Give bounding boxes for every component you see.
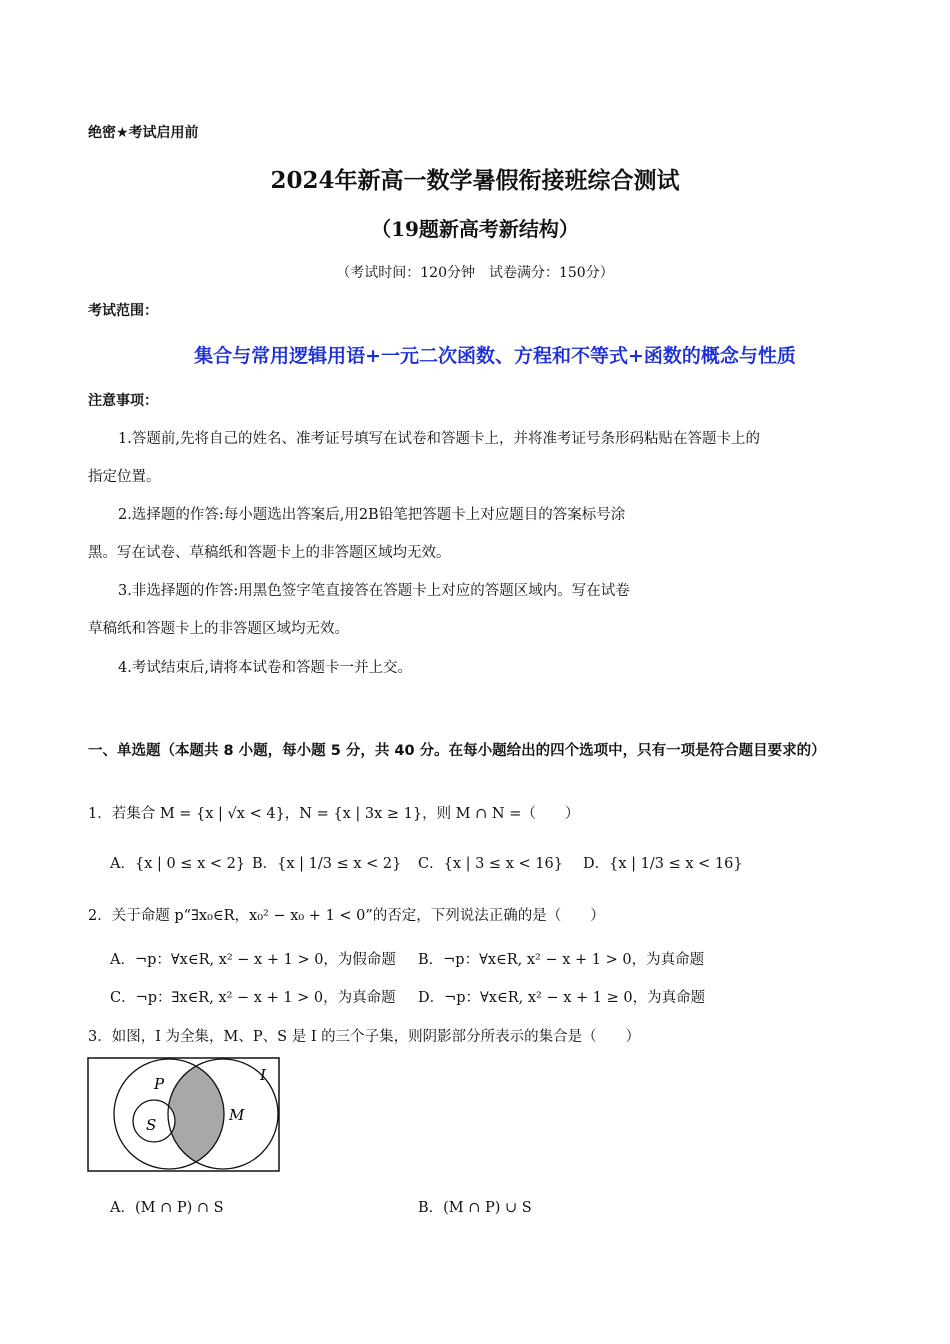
question-1-stem: 1．若集合 M = {x | √x < 4}，N = {x | 3x ≥ 1}，则 M ∩ N =（ ） <box>88 806 580 822</box>
question-3-stem: 3．如图，I 为全集，M、P、S 是 I 的三个子集，则阴影部分所表示的集合是（ ） <box>88 1029 641 1045</box>
notice-item-2-line-1: 2.选择题的作答:每小题选出答案后,用2B铅笔把答题卡上对应题目的答案标号涂 <box>118 507 626 523</box>
notice-item-2-line-2: 黑。写在试卷、草稿纸和答题卡上的非答题区域均无效。 <box>88 545 451 561</box>
notice-label: 注意事项： <box>88 393 158 409</box>
notice-item-4: 4.考试结束后,请将本试卷和答题卡一并上交。 <box>118 660 412 676</box>
venn-label-s: S <box>146 1116 157 1134</box>
question-2-option-b: B．¬p：∀x∈R, x² − x + 1 > 0，为真命题 <box>418 952 705 968</box>
venn-label-m: M <box>229 1106 245 1124</box>
question-3-option-b: B．(M ∩ P) ∪ S <box>418 1200 532 1216</box>
confidential-mark: 绝密★考试启用前 <box>88 125 199 141</box>
question-1-option-c: C．{x | 3 ≤ x < 16} <box>418 856 563 872</box>
question-2-option-d: D．¬p：∀x∈R, x² − x + 1 ≥ 0，为真命题 <box>418 990 706 1006</box>
scope-content: 集合与常用逻辑用语+一元二次函数、方程和不等式+函数的概念与性质 <box>194 345 796 367</box>
question-1-option-b: B．{x | 1/3 ≤ x < 2} <box>252 856 402 872</box>
notice-item-1-line-2: 指定位置。 <box>88 469 161 485</box>
question-2-option-c: C．¬p：∃x∈R, x² − x + 1 > 0，为真命题 <box>110 990 396 1006</box>
question-2-option-a: A．¬p：∀x∈R, x² − x + 1 > 0，为假命题 <box>110 952 396 968</box>
scope-label: 考试范围： <box>88 303 158 319</box>
venn-label-p: P <box>154 1075 165 1093</box>
venn-label-i: I <box>260 1066 266 1084</box>
question-3-option-a: A．(M ∩ P) ∩ S <box>110 1200 224 1216</box>
question-2-stem: 2．关于命题 p“∃x₀∈R，x₀² − x₀ + 1 < 0”的否定，下列说法正确的是（ ） <box>88 908 605 924</box>
exam-subtitle: （19题新高考新结构） <box>371 217 579 241</box>
exam-time-info: （考试时间：120分钟 试卷满分：150分） <box>336 265 614 281</box>
venn-diagram <box>86 1056 282 1174</box>
notice-item-3-line-2: 草稿纸和答题卡上的非答题区域均无效。 <box>88 621 349 637</box>
notice-item-1-line-1: 1.答题前,先将自己的姓名、准考证号填写在试卷和答题卡上，并将准考证号条形码粘贴在答题卡上的 <box>118 431 760 447</box>
question-1-option-a: A．{x | 0 ≤ x < 2} <box>110 856 246 872</box>
question-1-option-d: D．{x | 1/3 ≤ x < 16} <box>583 856 743 872</box>
section-1-heading: 一、单选题（本题共 8 小题，每小题 5 分，共 40 分。在每小题给出的四个选项中，只有一项是符合题目要求的） <box>88 743 826 759</box>
exam-title: 2024年新高一数学暑假衔接班综合测试 <box>270 167 680 194</box>
notice-item-3-line-1: 3.非选择题的作答:用黑色签字笔直接答在答题卡上对应的答题区域内。写在试卷 <box>118 583 630 599</box>
